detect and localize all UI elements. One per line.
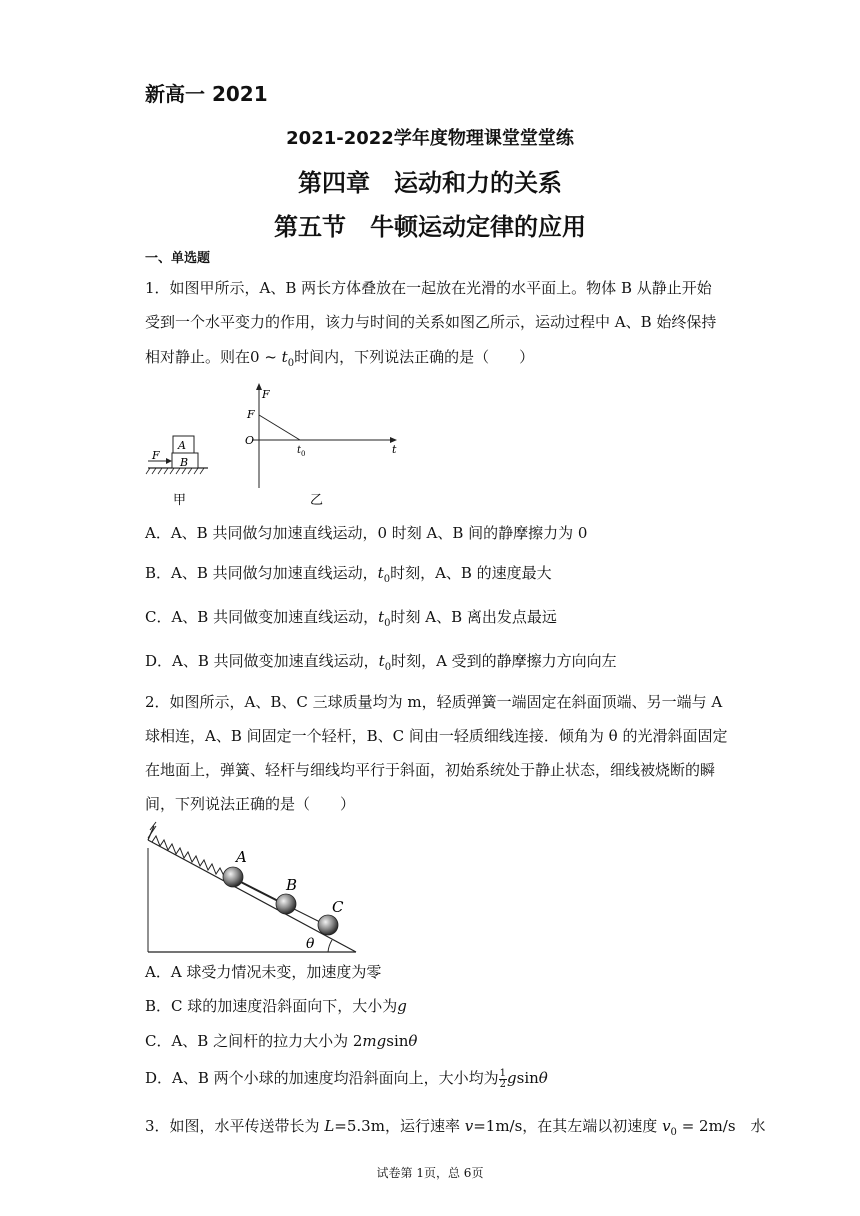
q1-option-d-t: t bbox=[378, 652, 385, 670]
q2-option-d-text: D．A、B 两个小球的加速度均沿斜面向上，大小均为 bbox=[145, 1069, 499, 1087]
q3-text-c: =1m/s，在其左端以初速度 bbox=[473, 1117, 663, 1135]
section-label: 一、单选题 bbox=[145, 251, 211, 266]
q1-option-b-text: B．A、B 共同做匀加速直线运动， bbox=[145, 564, 378, 582]
q1-option-b-sub: 0 bbox=[383, 574, 391, 585]
q1-fig-yi-caption: 乙 bbox=[310, 493, 324, 508]
q1-f-value-label: F bbox=[247, 408, 255, 421]
q2-option-c-text: C．A、B 之间杆的拉力大小为 2 bbox=[145, 1032, 363, 1050]
q1-fig-jia bbox=[146, 436, 208, 508]
q2-option-d bbox=[145, 1068, 548, 1090]
q2-ball-b-label: B bbox=[286, 876, 298, 894]
q1-option-c-t: t bbox=[378, 608, 385, 626]
grade-label: 新高一 2021 bbox=[145, 82, 268, 106]
q1-axis-f-label: F bbox=[262, 388, 270, 401]
q1-option-c-text: C．A、B 共同做变加速直线运动， bbox=[145, 608, 379, 626]
q1-t0-label: t bbox=[297, 445, 302, 456]
q1-option-d-sub: 0 bbox=[384, 662, 392, 673]
q2-option-d-den: 2 bbox=[499, 1078, 507, 1090]
page-footer: 试卷第 1页，总 6页 bbox=[376, 1166, 484, 1180]
q1-line-3 bbox=[145, 347, 534, 374]
q1-option-d bbox=[145, 651, 617, 678]
q2-figure bbox=[140, 818, 370, 958]
q3-var-v: v bbox=[464, 1117, 474, 1135]
q2-line-3: 在地面上，弹簧、轻杆与细线均平行于斜面，初始系统处于静止状态，细线被烧断的瞬 bbox=[145, 761, 716, 779]
q2-option-c-mg: mg bbox=[362, 1032, 387, 1050]
q1-option-c-sub: 0 bbox=[384, 618, 391, 629]
q1-option-d-end: 时刻，A 受到的静摩擦力方向向左 bbox=[391, 652, 617, 670]
q1-option-d-text: D．A、B 共同做变加速直线运动， bbox=[145, 652, 379, 670]
q1-fig-yi bbox=[245, 383, 397, 508]
q3-line-1 bbox=[145, 1116, 766, 1143]
q1-figure bbox=[140, 380, 410, 510]
q1-range: 0 ~ bbox=[250, 348, 282, 366]
chapter-title: 第四章 运动和力的关系 bbox=[298, 169, 562, 197]
q1-block-b-label: B bbox=[180, 456, 189, 469]
q1-option-a: A．A、B 共同做匀加速直线运动，0 时刻 A、B 间的静摩擦力为 0 bbox=[145, 524, 588, 542]
q1-force-label: F bbox=[152, 449, 160, 462]
q3-text-a: 3．如图，水平传送带长为 bbox=[145, 1117, 325, 1135]
section-title: 第五节 牛顿运动定律的应用 bbox=[274, 213, 586, 241]
q2-line-1: 2．如图所示，A、B、C 三球质量均为 m，轻质弹簧一端固定在斜面顶端、另一端与 A bbox=[145, 693, 723, 711]
q2-option-b-text: B．C 球的加速度沿斜面向下，大小为 bbox=[145, 997, 398, 1015]
q2-option-d-theta: θ bbox=[538, 1069, 548, 1087]
q1-t-sub: 0 bbox=[287, 358, 295, 369]
q2-option-d-g: g bbox=[507, 1069, 517, 1087]
q3-var-v0: v bbox=[662, 1117, 671, 1135]
q2-option-b bbox=[145, 996, 407, 1016]
q2-option-c-sin: sin bbox=[386, 1032, 409, 1050]
paper-subtitle: 2021-2022学年度物理课堂堂堂练 bbox=[286, 128, 574, 149]
q2-option-d-fraction bbox=[499, 1069, 507, 1090]
q1-fig-jia-caption: 甲 bbox=[173, 493, 187, 508]
q2-option-c-theta: θ bbox=[408, 1032, 418, 1050]
q1-block-a-label: A bbox=[178, 439, 186, 452]
q2-option-d-num: 1 bbox=[499, 1067, 507, 1079]
q1-line-3-text: 相对静止。则在 bbox=[145, 348, 251, 366]
q2-line-2: 球相连，A、B 间固定一个轻杆，B、C 间由一轻质细线连接．倾角为 θ 的光滑斜面固定 bbox=[145, 727, 728, 745]
q1-option-b bbox=[145, 563, 552, 590]
q1-option-c-end: 时刻 A、B 离出发点最远 bbox=[390, 608, 557, 626]
q1-line-2: 受到一个水平变力的作用，该力与时间的关系如图乙所示，运动过程中 A、B 始终保持 bbox=[145, 313, 717, 331]
q3-var-v0-sub: 0 bbox=[670, 1127, 677, 1138]
q1-option-c bbox=[145, 607, 557, 634]
q2-ball-c-label: C bbox=[332, 898, 344, 916]
q1-t0-sub: 0 bbox=[301, 450, 306, 458]
q1-line-3-end: 时间内，下列说法正确的是（ ） bbox=[294, 348, 535, 366]
q2-option-a: A．A 球受力情况未变，加速度为零 bbox=[145, 963, 382, 981]
q3-var-l: L bbox=[324, 1117, 335, 1135]
q2-option-c bbox=[145, 1031, 417, 1051]
q2-option-b-g: g bbox=[397, 997, 407, 1015]
q1-line-1: 1．如图甲所示，A、B 两长方体叠放在一起放在光滑的水平面上。物体 B 从静止开始 bbox=[145, 279, 712, 297]
q3-text-d: = 2m/s 水 bbox=[676, 1117, 766, 1135]
q2-ball-a-label: A bbox=[236, 848, 247, 866]
q1-option-b-end: 时刻，A、B 的速度最大 bbox=[390, 564, 552, 582]
q1-t-var: t bbox=[281, 348, 288, 366]
q1-axis-t-label: t bbox=[392, 443, 397, 456]
q1-option-b-t: t bbox=[377, 564, 384, 582]
q2-line-4: 间，下列说法正确的是（ ） bbox=[145, 795, 356, 813]
q1-origin-label: O bbox=[245, 434, 255, 447]
q3-text-b: =5.3m，运行速率 bbox=[334, 1117, 465, 1135]
q2-theta-label: θ bbox=[306, 936, 315, 952]
q2-option-d-sin: sin bbox=[516, 1069, 539, 1087]
